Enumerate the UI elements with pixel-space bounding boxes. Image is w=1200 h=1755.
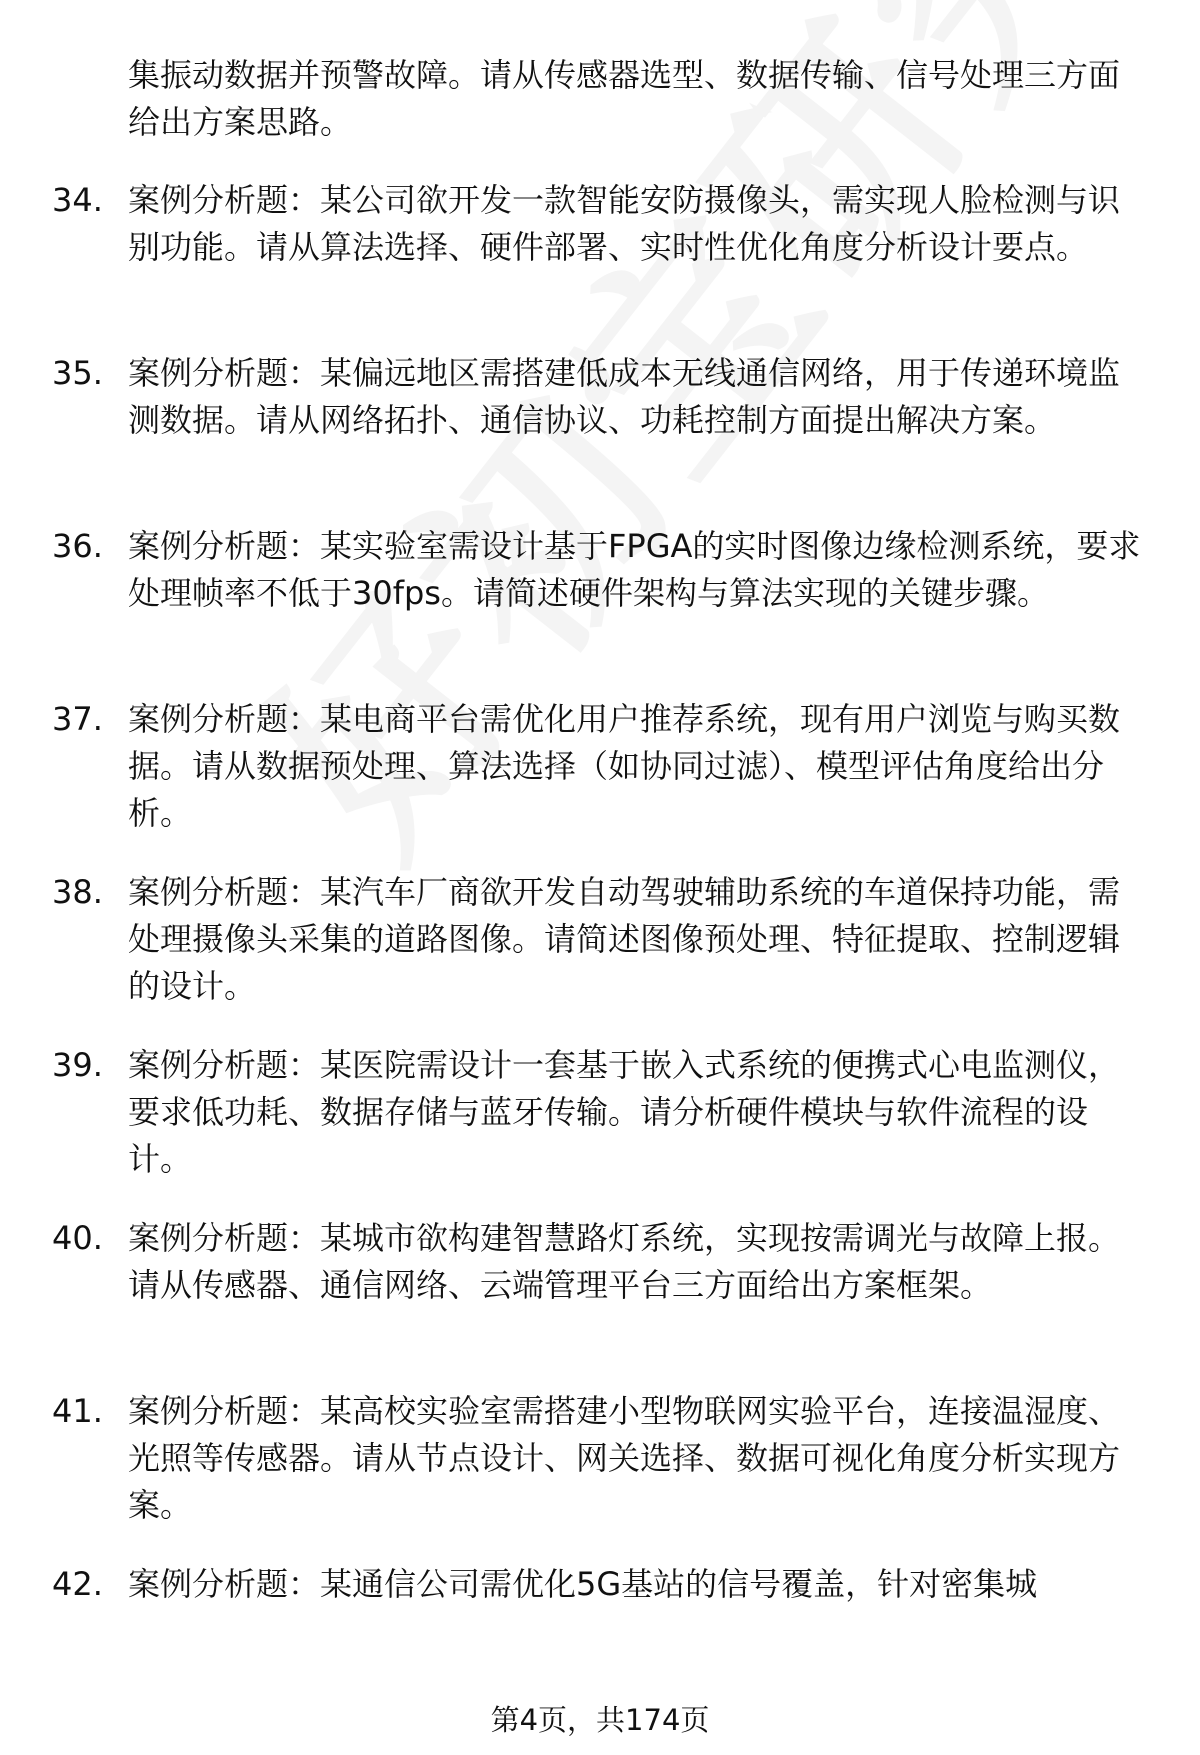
question-item bbox=[52, 1561, 1152, 1608]
question-number: 39. bbox=[52, 1046, 103, 1084]
question-number: 41. bbox=[52, 1392, 103, 1430]
continued-question-text: 集振动数据并预警故障。请从传感器选型、数据传输、信号处理三方面给出方案思路。 bbox=[128, 56, 1121, 141]
question-number: 35. bbox=[52, 354, 103, 392]
question-text: 案例分析题：某电商平台需优化用户推荐系统，现有用户浏览与购买数据。请从数据预处理、算法选择（如协同过滤）、模型评估角度给出分析。 bbox=[128, 700, 1121, 832]
question-text: 案例分析题：某实验室需设计基于FPGA的实时图像边缘检测系统，要求处理帧率不低于30fps。请简述硬件架构与算法实现的关键步骤。 bbox=[128, 527, 1141, 612]
page-footer: 第4页，共174页 bbox=[490, 1703, 710, 1737]
question-item bbox=[52, 1215, 1152, 1309]
question-number: 40. bbox=[52, 1219, 103, 1257]
question-text: 案例分析题：某医院需设计一套基于嵌入式系统的便携式心电监测仪，要求低功耗、数据存储与蓝牙传输。请分析硬件模块与软件流程的设计。 bbox=[128, 1046, 1121, 1178]
question-text: 案例分析题：某城市欲构建智慧路灯系统，实现按需调光与故障上报。请从传感器、通信网络、云端管理平台三方面给出方案框架。 bbox=[128, 1219, 1121, 1304]
question-item bbox=[52, 350, 1152, 444]
question-item bbox=[52, 523, 1152, 617]
question-number: 37. bbox=[52, 700, 103, 738]
question-number: 34. bbox=[52, 181, 103, 219]
question-text: 案例分析题：某高校实验室需搭建小型物联网实验平台，连接温湿度、光照等传感器。请从节点设计、网关选择、数据可视化角度分析实现方案。 bbox=[128, 1392, 1121, 1524]
question-number: 42. bbox=[52, 1565, 103, 1603]
question-text: 案例分析题：某汽车厂商欲开发自动驾驶辅助系统的车道保持功能，需处理摄像头采集的道路图像。请简述图像预处理、特征提取、控制逻辑的设计。 bbox=[128, 873, 1121, 1005]
question-item bbox=[52, 696, 1152, 837]
question-text: 案例分析题：某公司欲开发一款智能安防摄像头，需实现人脸检测与识别功能。请从算法选择、硬件部署、实时性优化角度分析设计要点。 bbox=[128, 181, 1121, 266]
question-item bbox=[52, 177, 1152, 271]
question-text: 案例分析题：某偏远地区需搭建低成本无线通信网络，用于传递环境监测数据。请从网络拓扑、通信协议、功耗控制方面提出解决方案。 bbox=[128, 354, 1121, 439]
question-item bbox=[52, 1388, 1152, 1529]
question-number: 38. bbox=[52, 873, 103, 911]
question-number: 36. bbox=[52, 527, 103, 565]
question-item bbox=[52, 1042, 1152, 1183]
question-text: 案例分析题：某通信公司需优化5G基站的信号覆盖，针对密集城 bbox=[128, 1565, 1038, 1603]
question-item bbox=[52, 869, 1152, 1010]
